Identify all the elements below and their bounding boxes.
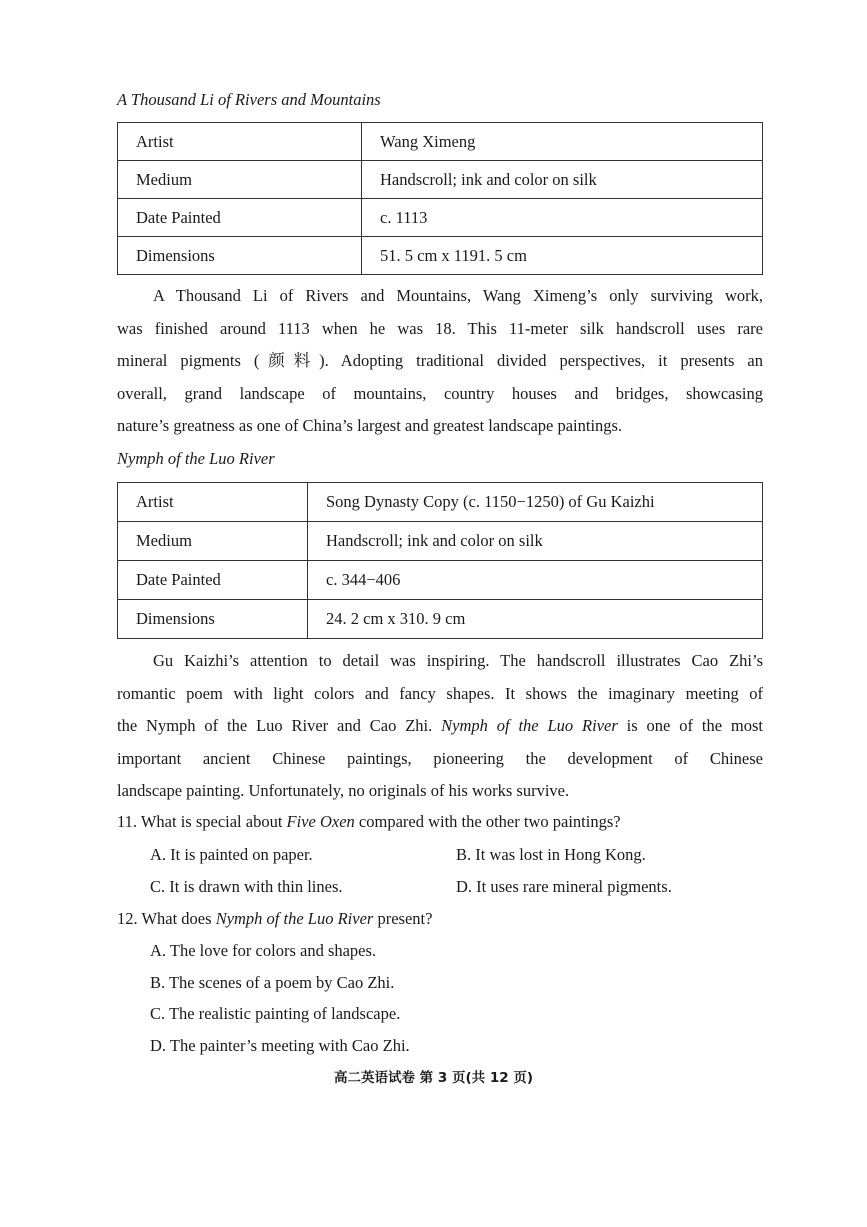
question-text: compared with the other two paintings? — [354, 812, 621, 831]
option-a: A. The love for colors and shapes. — [150, 941, 377, 960]
row-value: Song Dynasty Copy (c. 1150−1250) of Gu Kaizhi — [308, 483, 763, 522]
question-12 — [117, 909, 432, 929]
row-value: 24. 2 cm x 310. 9 cm — [308, 600, 763, 639]
paragraph-line: overall, grand landscape of mountains, country houses and bridges, showcasing — [117, 383, 763, 403]
table-row — [118, 600, 763, 639]
text-segment: the Nymph of the Luo River and Cao Zhi. — [117, 716, 442, 736]
option-a: A. It is painted on paper. — [150, 845, 313, 864]
paragraph-line: mineral pigments (颜料). Adopting traditional divided perspectives, it presents an — [117, 351, 763, 371]
text-segment: is one of the most — [617, 716, 763, 736]
row-label: Date Painted — [118, 199, 362, 237]
painting1-info-table — [117, 122, 763, 275]
paragraph-line: nature’s greatness as one of China’s largest and greatest landscape paintings. — [117, 416, 623, 436]
row-value: c. 344−406 — [308, 561, 763, 600]
table-row — [118, 237, 763, 275]
row-label: Artist — [118, 123, 362, 161]
row-label: Dimensions — [118, 600, 308, 639]
option-c: C. The realistic painting of landscape. — [150, 1004, 401, 1023]
paragraph-line: important ancient Chinese paintings, pioneering the development of Chinese — [117, 748, 763, 768]
table-row — [118, 199, 763, 237]
option-b: B. The scenes of a poem by Cao Zhi. — [150, 973, 395, 992]
table-row — [118, 123, 763, 161]
row-label: Date Painted — [118, 561, 308, 600]
question-11 — [117, 812, 621, 832]
option-d: D. It uses rare mineral pigments. — [456, 877, 672, 896]
question-text: present? — [373, 909, 433, 928]
painting-name: Nymph of the Luo River — [215, 909, 374, 928]
option-b: B. It was lost in Hong Kong. — [456, 845, 646, 864]
paragraph-line — [117, 710, 763, 743]
paragraph-line: landscape painting. Unfortunately, no originals of his works survive. — [117, 781, 570, 801]
painting2-info-table — [117, 482, 763, 639]
table-row — [118, 561, 763, 600]
row-value: c. 1113 — [362, 199, 763, 237]
painting-name: Nymph of the Luo River — [441, 716, 618, 736]
question-text: 11. What is special about — [117, 812, 287, 831]
table-row — [118, 522, 763, 561]
row-value: Handscroll; ink and color on silk — [308, 522, 763, 561]
paragraph-line: romantic poem with light colors and fancy shapes. It shows the imaginary meeting of — [117, 683, 763, 703]
painting-name: Five Oxen — [286, 812, 355, 831]
paragraph-line: Gu Kaizhi’s attention to detail was inspiring. The handscroll illustrates Cao Zhi’s — [153, 651, 763, 670]
row-value: Wang Ximeng — [362, 123, 763, 161]
painting1-description — [117, 280, 763, 443]
row-label: Artist — [118, 483, 308, 522]
paragraph-line: A Thousand Li of Rivers and Mountains, Wang Ximeng’s only surviving work, — [153, 286, 763, 305]
painting1-title: A Thousand Li of Rivers and Mountains — [117, 90, 381, 109]
row-label: Medium — [118, 522, 308, 561]
option-c: C. It is drawn with thin lines. — [150, 877, 343, 896]
table-row — [118, 161, 763, 199]
row-label: Medium — [118, 161, 362, 199]
row-value: Handscroll; ink and color on silk — [362, 161, 763, 199]
row-value: 51. 5 cm x 1191. 5 cm — [362, 237, 763, 275]
row-label: Dimensions — [118, 237, 362, 275]
question-text: 12. What does — [117, 909, 216, 928]
painting2-description — [117, 645, 763, 808]
option-d: D. The painter’s meeting with Cao Zhi. — [150, 1036, 410, 1055]
table-row — [118, 483, 763, 522]
paragraph-line: was finished around 1113 when he was 18. This 11-meter silk handscroll uses rare — [117, 318, 763, 338]
page-footer: 高二英语试卷 第 3 页(共 12 页) — [333, 1070, 534, 1086]
painting2-title: Nymph of the Luo River — [117, 449, 275, 468]
